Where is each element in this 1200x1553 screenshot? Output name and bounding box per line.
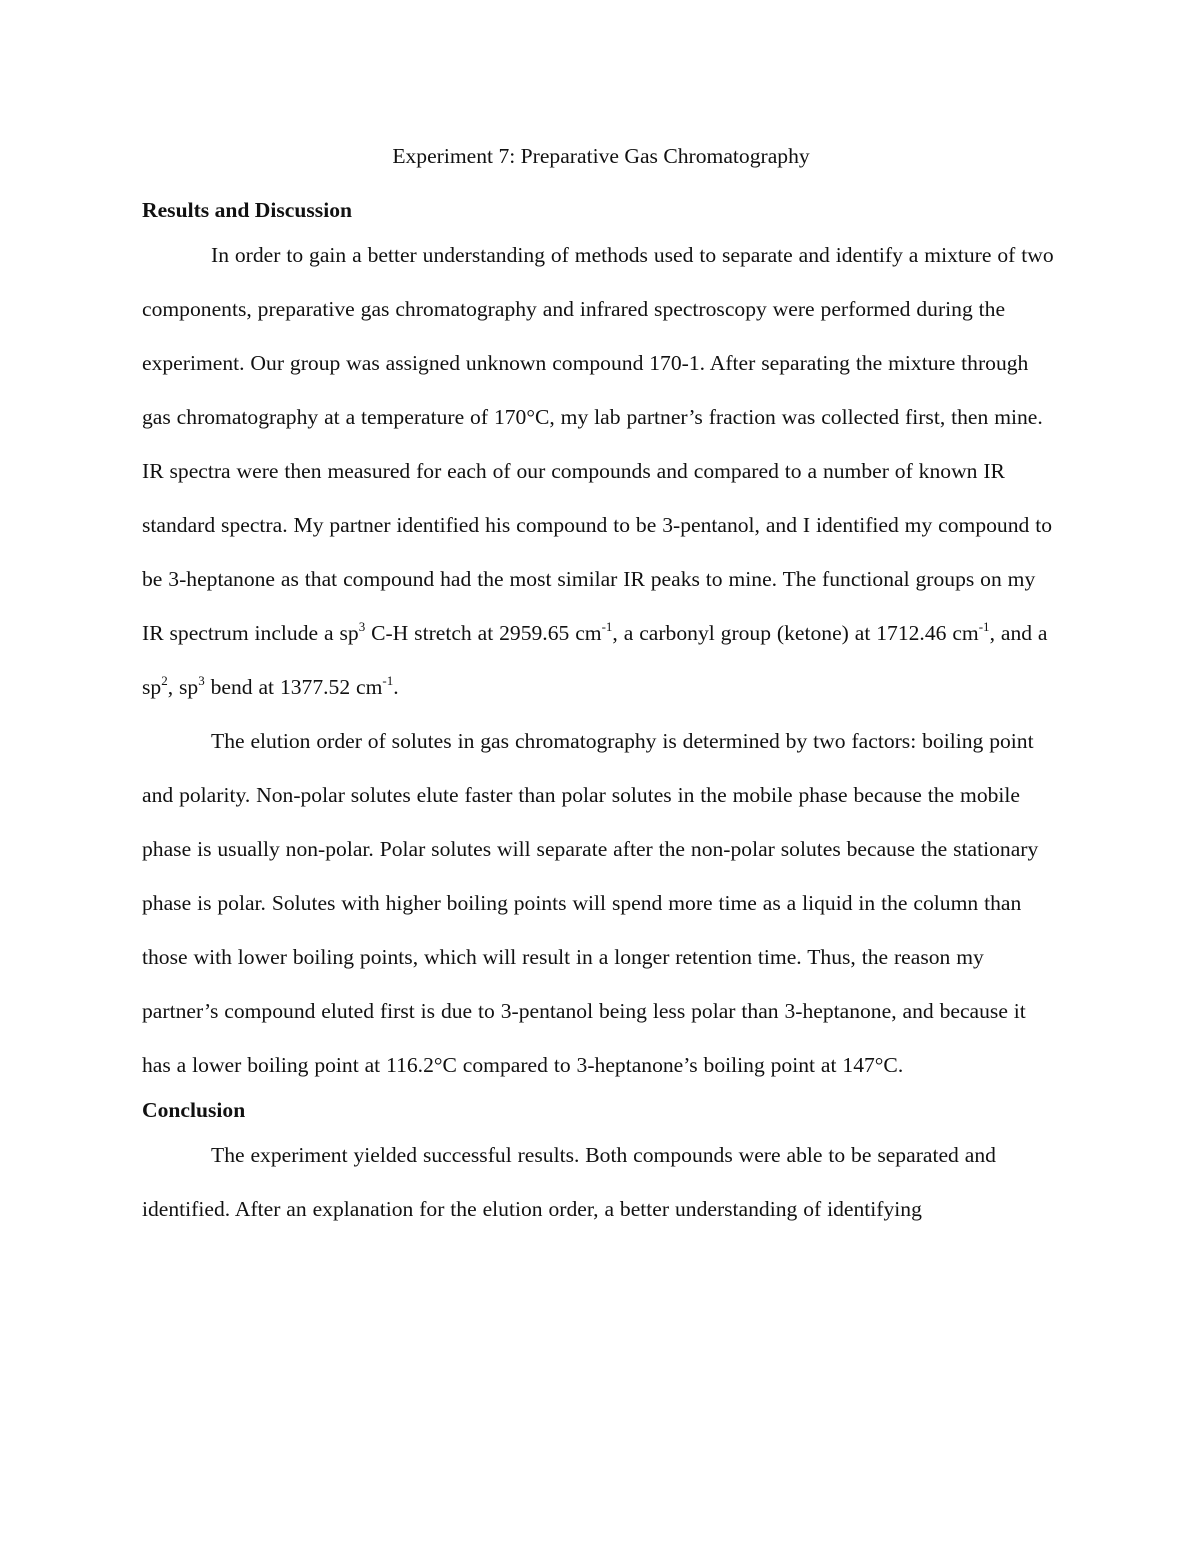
paragraph-results-1 [142,228,1060,714]
paragraph-text: , a carbonyl group (ketone) at 1712.46 cm [612,621,979,645]
paragraph-conclusion-1: The experiment yielded successful results. Both compounds were able to be separated and identified. After an explanation for the elution order, a better understanding of identifying [142,1143,996,1221]
superscript: -1 [382,673,394,688]
paragraph-text: bend at 1377.52 cm [204,675,383,699]
superscript: 2 [161,673,168,688]
paragraph-results-2: The elution order of solutes in gas chromatography is determined by two factors: boiling point and polarity. Non-polar solutes elute faster than polar solutes in the mobile phase because the mobile phase is usually non-polar. Polar solutes will separate after the non-polar solutes because the stationary phase is polar. Solutes with higher boiling points will spend more time as a liquid in the column than those with lower boiling points, which will result in a longer retention time. Thus, the reason my partner’s compound eluted first is due to 3-pentanol being less polar than 3-heptanone, and because it has a lower boiling point at 116.2°C compared to 3-heptanone’s boiling point at 147°C. [142,729,1039,1077]
section-heading-conclusion: Conclusion [142,1098,246,1122]
document-body [142,138,1060,1236]
paragraph-text: , and a sp [142,621,1048,699]
superscript: 3 [198,673,205,688]
paragraph-text: . [393,675,399,699]
superscript: -1 [601,619,613,634]
section-heading-results: Results and Discussion [142,198,353,222]
document-title: Experiment 7: Preparative Gas Chromatography [392,144,810,168]
superscript: 3 [358,619,366,634]
paragraph-text: , sp [167,675,199,699]
superscript: -1 [978,619,990,634]
paragraph-text: In order to gain a better understanding of methods used to separate and identify a mixture of two components, preparative gas chromatography and infrared spectroscopy were performed during the experiment. Our group was assigned unknown compound 170-1. After separating the mixture through gas chromatography at a temperature of 170°C, my lab partner’s fraction was collected first, then mine. IR spectra were then measured for each of our compounds and compared to a number of known IR standard spectra. My partner identified his compound to be 3-pentanol, and I identified my compound to be 3-heptanone as that compound had the most similar IR peaks to mine. The functional groups on my IR spectrum include a sp [142,243,1054,645]
paragraph-text: C-H stretch at 2959.65 cm [365,621,602,645]
